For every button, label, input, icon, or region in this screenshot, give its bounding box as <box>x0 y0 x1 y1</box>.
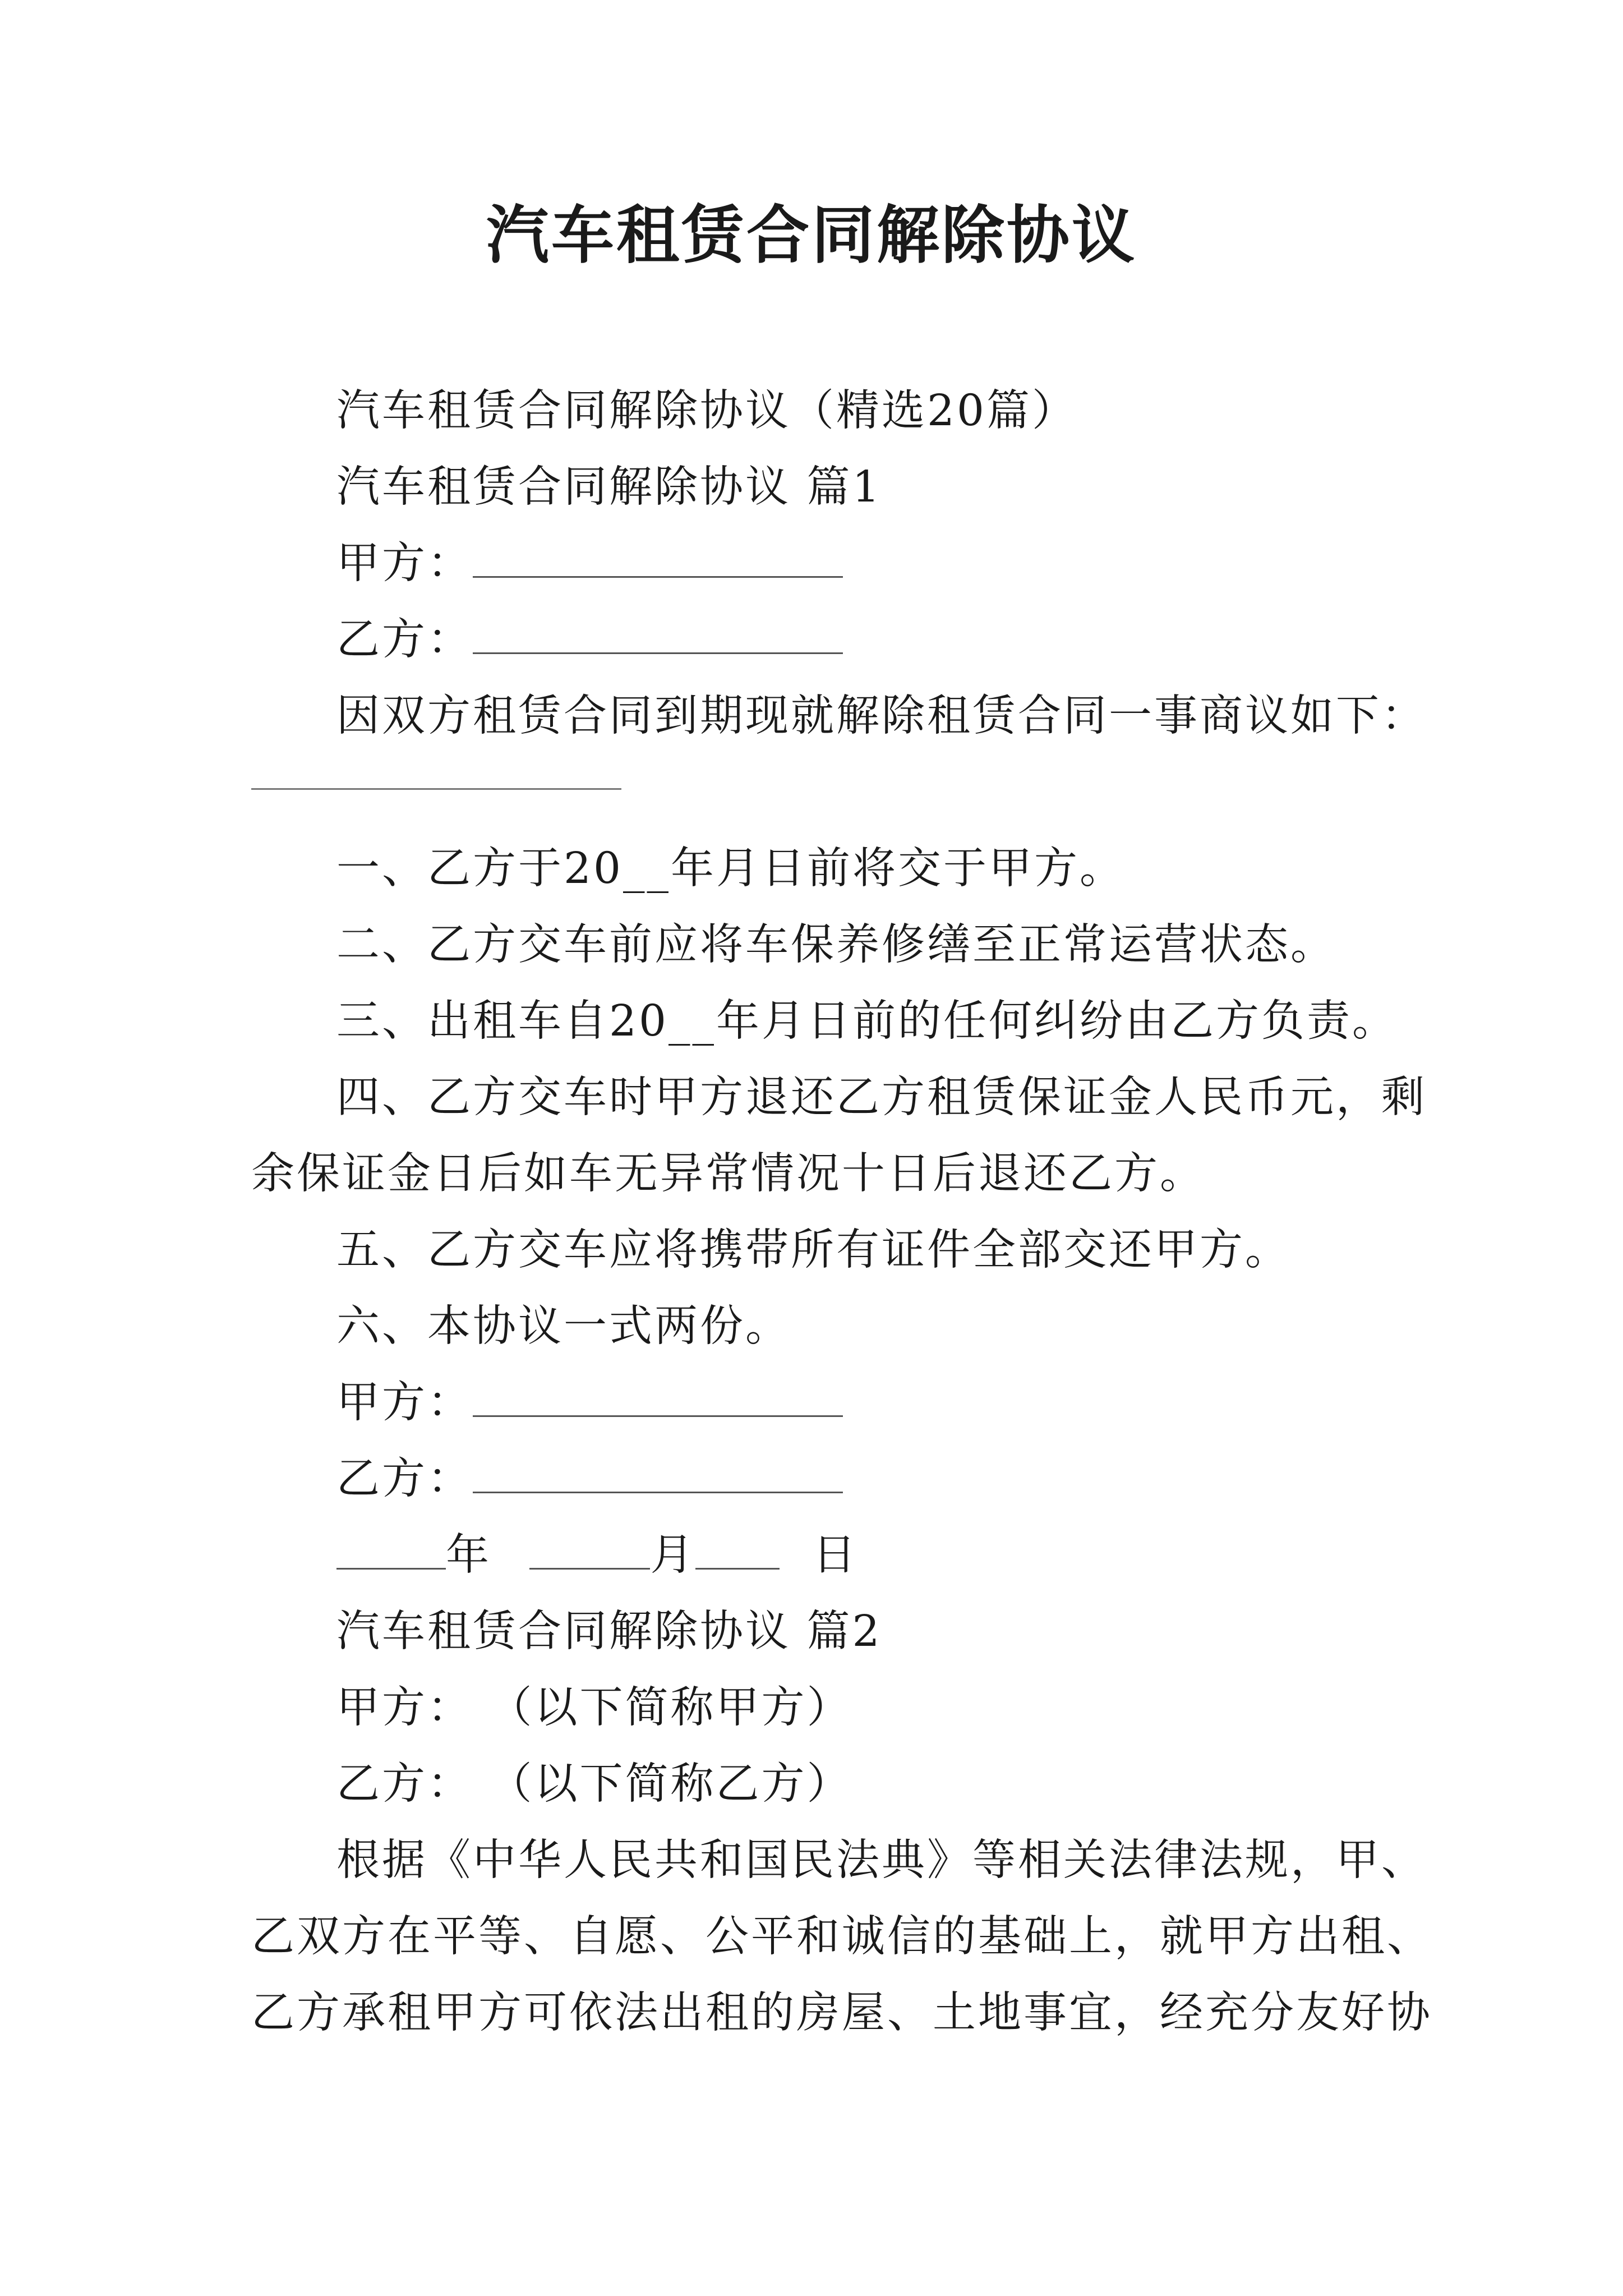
party-b-label: 乙方： <box>336 615 473 665</box>
clause-1: 一、乙方于20__年月日前将交于甲方。 <box>336 844 1125 894</box>
party-b-line <box>251 602 1418 678</box>
signature-a-blank <box>473 1393 843 1417</box>
signature-a-line <box>251 1365 1418 1441</box>
p2-paragraph-line-3: 乙方承租甲方可依法出租的房屋、土地事宜，经充分友好协 <box>251 1988 1432 2038</box>
date-month-label: 月 <box>650 1530 696 1580</box>
party-b-blank <box>473 630 843 654</box>
subtitle-line: 汽车租赁合同解除协议（精选20篇） <box>336 386 1077 436</box>
date-year-blank <box>336 1545 446 1570</box>
clause-6: 六、本协议一式两份。 <box>336 1301 791 1351</box>
signature-b-label: 乙方： <box>336 1454 473 1504</box>
clause-5: 五、乙方交车应将携带所有证件全部交还甲方。 <box>336 1225 1290 1275</box>
party-a-line <box>251 526 1418 602</box>
date-line <box>251 1517 1418 1594</box>
signature-b-blank <box>473 1469 843 1493</box>
clause-4-line-1: 四、乙方交车时甲方退还乙方租赁保证金人民币元，剩 <box>336 1073 1427 1122</box>
intro-paragraph: 因双方租赁合同到期现就解除租赁合同一事商议如下： <box>336 691 1427 741</box>
clause-3: 三、出租车自20__年月日前的任何纠纷由乙方负责。 <box>336 996 1398 1046</box>
date-month-blank <box>529 1545 650 1570</box>
document-title: 汽车租赁合同解除协议 <box>486 199 1137 272</box>
p2-paragraph-line-1: 根据《中华人民共和国民法典》等相关法律法规，甲、 <box>336 1835 1427 1885</box>
intro-blank-line <box>251 754 1418 831</box>
clause-2: 二、乙方交车前应将车保养修缮至正常运营状态。 <box>336 920 1336 970</box>
section-heading-1: 汽车租赁合同解除协议 篇1 <box>336 462 882 512</box>
party-a-label: 甲方： <box>336 539 473 588</box>
signature-b-line <box>251 1441 1418 1517</box>
clause-4-line-2: 余保证金日后如车无异常情况十日后退还乙方。 <box>251 1149 1205 1199</box>
section-heading-2: 汽车租赁合同解除协议 篇2 <box>336 1607 882 1657</box>
p2-party-a: 甲方： （以下简称甲方） <box>336 1683 852 1733</box>
signature-a-label: 甲方： <box>336 1378 473 1428</box>
date-day-blank <box>695 1545 780 1570</box>
party-a-blank <box>473 554 843 578</box>
p2-paragraph-line-2: 乙双方在平等、自愿、公平和诚信的基础上，就甲方出租、 <box>251 1912 1432 1962</box>
p2-party-b: 乙方： （以下简称乙方） <box>336 1759 852 1809</box>
document-body <box>251 373 1432 2051</box>
date-year-label: 年 <box>446 1530 491 1580</box>
date-day-label: 日 <box>812 1530 858 1580</box>
